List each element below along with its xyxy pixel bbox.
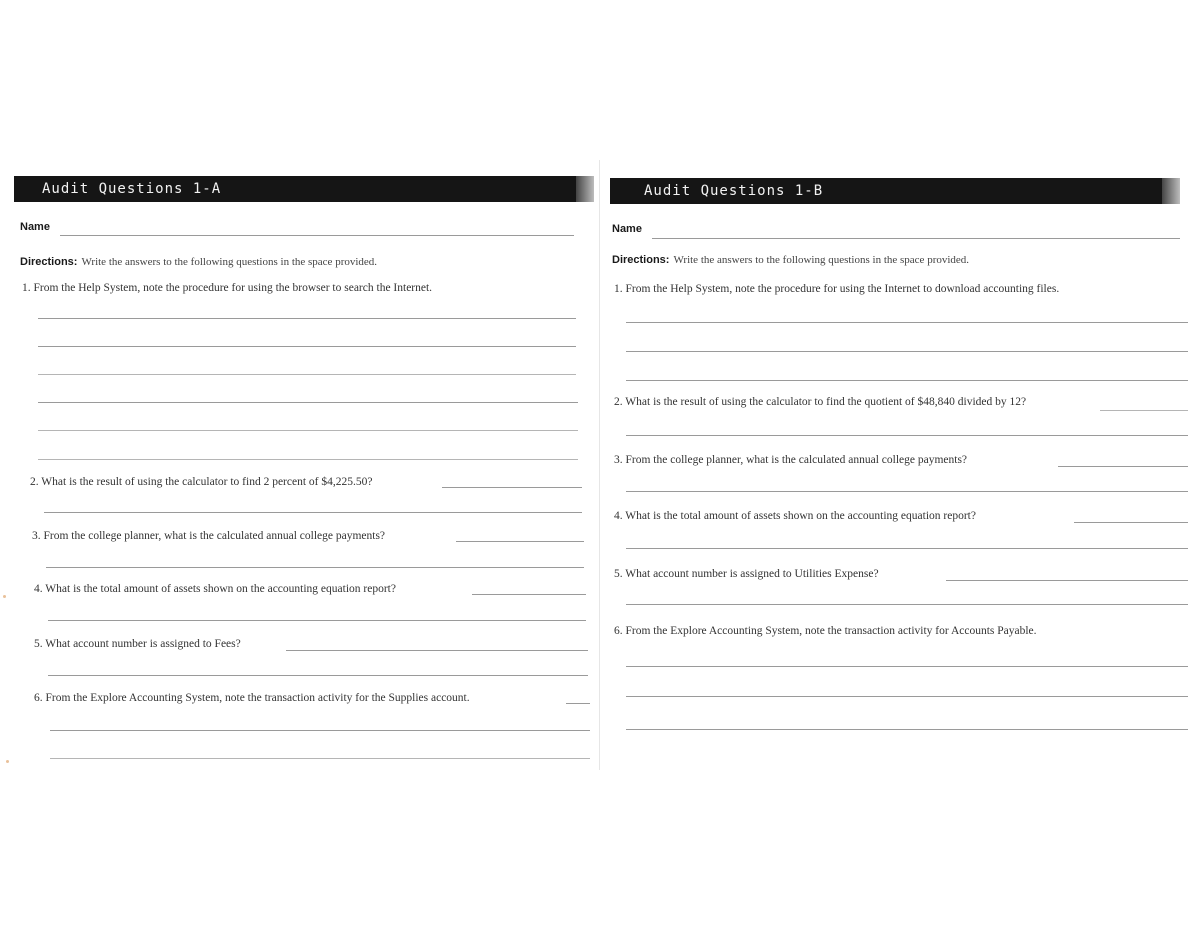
- answer-line[interactable]: [46, 567, 584, 568]
- answer-line[interactable]: [626, 322, 1188, 323]
- directions-text: Write the answers to the following questions in the space provided.: [81, 256, 378, 268]
- directions: [20, 252, 377, 270]
- answer-line[interactable]: [456, 541, 584, 542]
- directions-label: Directions:: [612, 254, 670, 266]
- name-label: Name: [612, 223, 642, 235]
- sheet-title-bar: [14, 176, 576, 202]
- answer-line[interactable]: [626, 604, 1188, 605]
- answer-line[interactable]: [38, 430, 578, 431]
- answer-line[interactable]: [38, 346, 576, 347]
- answer-line[interactable]: [1100, 410, 1188, 411]
- question-1: 1. From the Help System, note the procedure for using the Internet to download accounting files.: [614, 283, 1060, 295]
- answer-line[interactable]: [44, 512, 582, 513]
- question-6: 6. From the Explore Accounting System, note the transaction activity for Accounts Payable.: [614, 625, 1037, 637]
- answer-line[interactable]: [38, 318, 576, 319]
- answer-line[interactable]: [50, 730, 590, 731]
- sheet-title: Audit Questions 1-A: [42, 181, 222, 197]
- answer-line[interactable]: [626, 548, 1188, 549]
- directions-label: Directions:: [20, 256, 78, 268]
- answer-line[interactable]: [1058, 466, 1188, 467]
- question-5: 5. What account number is assigned to Utilities Expense?: [614, 568, 879, 580]
- answer-line[interactable]: [48, 620, 586, 621]
- answer-line[interactable]: [946, 580, 1188, 581]
- question-4: 4. What is the total amount of assets shown on the accounting equation report?: [34, 583, 396, 595]
- answer-line[interactable]: [50, 758, 590, 759]
- answer-line[interactable]: [472, 594, 586, 595]
- audit-sheet-1b: [600, 0, 1200, 927]
- answer-line[interactable]: [566, 703, 590, 704]
- question-2: 2. What is the result of using the calculator to find 2 percent of $4,225.50?: [30, 476, 373, 488]
- question-5: 5. What account number is assigned to Fees?: [34, 638, 241, 650]
- directions: [612, 250, 969, 268]
- name-label: Name: [20, 221, 50, 233]
- answer-line[interactable]: [38, 459, 578, 460]
- paper-speck: [6, 760, 9, 763]
- answer-line[interactable]: [626, 380, 1188, 381]
- answer-line[interactable]: [48, 675, 588, 676]
- answer-line[interactable]: [626, 491, 1188, 492]
- answer-line[interactable]: [626, 729, 1188, 730]
- answer-line[interactable]: [442, 487, 582, 488]
- question-3: 3. From the college planner, what is the calculated annual college payments?: [32, 530, 386, 542]
- answer-line[interactable]: [626, 351, 1188, 352]
- directions-text: Write the answers to the following questions in the space provided.: [673, 254, 970, 266]
- question-3: 3. From the college planner, what is the calculated annual college payments?: [614, 454, 968, 466]
- name-answer-line[interactable]: [652, 238, 1180, 239]
- answer-line[interactable]: [626, 666, 1188, 667]
- sheet-title-bar: [610, 178, 1162, 204]
- question-1: 1. From the Help System, note the procedure for using the browser to search the Internet.: [22, 282, 433, 294]
- answer-line[interactable]: [626, 435, 1188, 436]
- answer-line[interactable]: [626, 696, 1188, 697]
- paper-speck: [3, 595, 6, 598]
- name-answer-line[interactable]: [60, 235, 574, 236]
- answer-line[interactable]: [38, 402, 578, 403]
- answer-line[interactable]: [286, 650, 588, 651]
- sheet-title: Audit Questions 1-B: [644, 183, 824, 199]
- question-4: 4. What is the total amount of assets shown on the accounting equation report?: [614, 510, 976, 522]
- question-2: 2. What is the result of using the calculator to find the quotient of $48,840 divided by 12?: [614, 396, 1027, 408]
- answer-line[interactable]: [1074, 522, 1188, 523]
- question-6: 6. From the Explore Accounting System, note the transaction activity for the Supplies account.: [34, 692, 470, 704]
- answer-line[interactable]: [38, 374, 576, 375]
